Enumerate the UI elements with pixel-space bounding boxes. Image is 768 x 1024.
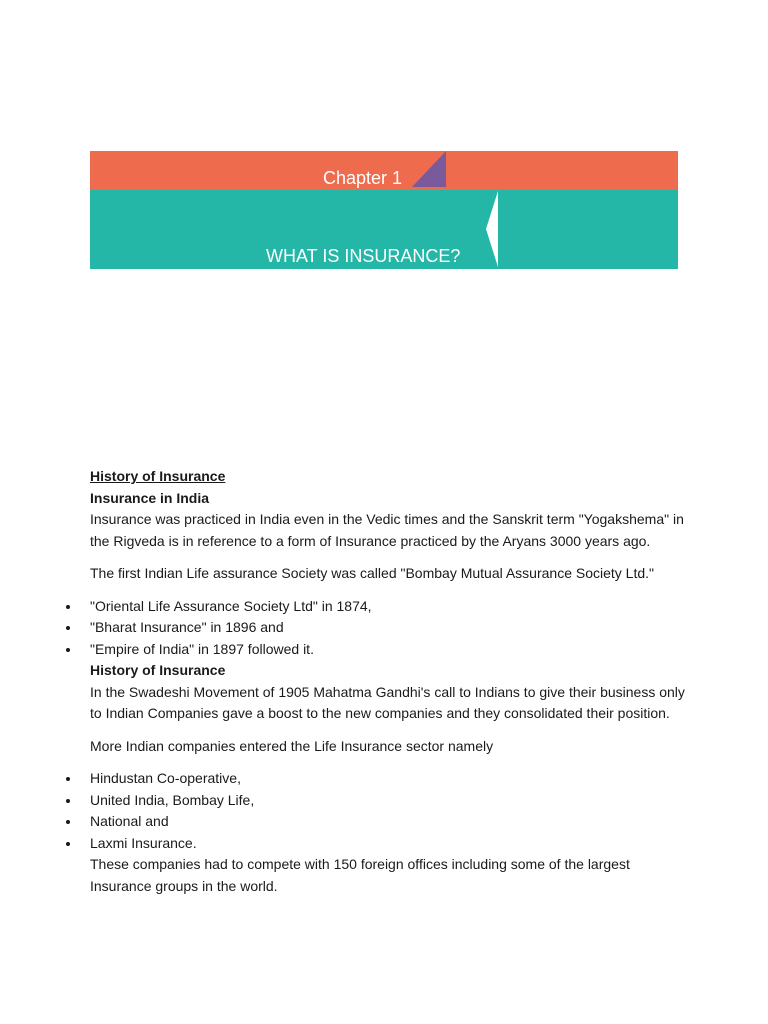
list-item-text: United India, Bombay Life,	[90, 791, 255, 808]
list-item	[90, 617, 690, 639]
bullet-list	[90, 768, 690, 854]
chapter-banner	[90, 151, 678, 269]
bullet-icon	[66, 842, 70, 846]
paragraph: Insurance was practiced in India even in the Vedic times and the Sanskrit term "Yogakshema" in the Rigveda is in reference to a form of Insurance practiced by the Aryans 3000 years ago.	[90, 511, 684, 549]
bullet-icon	[66, 605, 70, 609]
paragraph: More Indian companies entered the Life Insurance sector namely	[90, 737, 494, 754]
paragraph: These companies had to compete with 150 foreign offices including some of the largest Insurance groups in the world.	[90, 856, 630, 894]
chevron-left-icon	[486, 191, 502, 267]
list-item-text: "Empire of India" in 1897 followed it.	[90, 640, 314, 657]
subsection-heading: History of Insurance	[90, 662, 226, 678]
chapter-label: Chapter 1	[323, 168, 403, 188]
list-item-text: "Bharat Insurance" in 1896 and	[90, 619, 284, 635]
subsection-heading: Insurance in India	[90, 489, 210, 506]
list-item-text: "Oriental Life Assurance Society Ltd" in 1874,	[90, 597, 372, 614]
list-item-text: National and	[90, 813, 169, 829]
bullet-list	[90, 596, 690, 661]
chapter-title: WHAT IS INSURANCE?	[266, 246, 461, 266]
list-item	[90, 639, 690, 661]
paragraph: In the Swadeshi Movement of 1905 Mahatma Gandhi's call to Indians to give their business only to Indian Companies gave a boost to the new companies and they consolidated their position.	[90, 683, 685, 721]
list-item	[90, 790, 690, 812]
section-heading: History of Insurance	[90, 468, 226, 484]
bullet-icon	[66, 648, 70, 652]
paragraph: The first Indian Life assurance Society was called "Bombay Mutual Assurance Society Ltd."	[90, 565, 654, 581]
list-item	[90, 596, 690, 618]
list-item	[90, 833, 690, 855]
list-item	[90, 768, 690, 790]
bullet-icon	[66, 626, 70, 630]
list-item-text: Laxmi Insurance.	[90, 834, 197, 851]
triangle-decoration-icon	[412, 151, 446, 187]
bullet-icon	[66, 777, 70, 781]
bullet-icon	[66, 799, 70, 803]
list-item	[90, 811, 690, 833]
bullet-icon	[66, 820, 70, 824]
document-body	[90, 466, 690, 897]
list-item-text: Hindustan Co-operative,	[90, 770, 241, 786]
